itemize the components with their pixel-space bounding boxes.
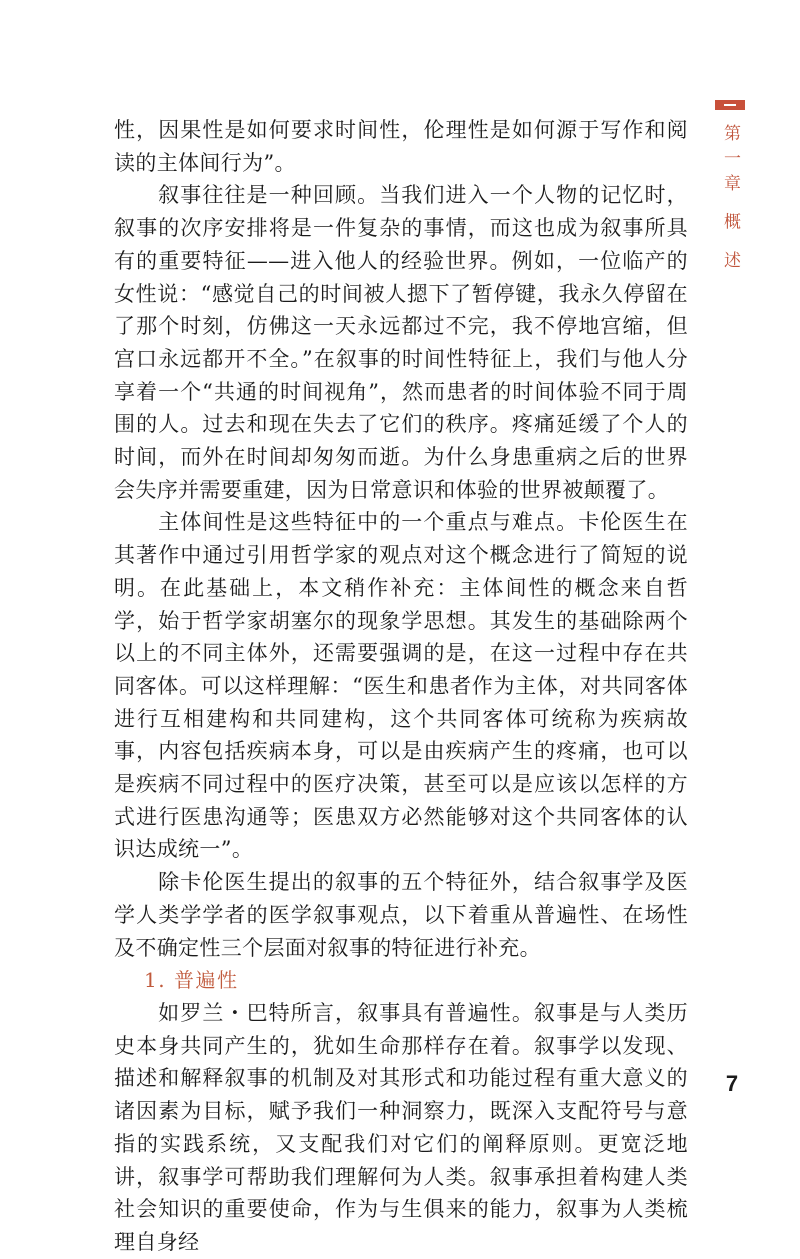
page-number: 7 [725,1071,739,1096]
section-heading: 1. 普遍性 [144,968,239,993]
body-text [114,114,688,1259]
chapter-tab [710,100,750,276]
paragraph-supplement: 除卡伦医生提出的叙事的五个特征外，结合叙事学及医学人类学学者的医学叙事观点，以下着重从普遍性、在场性及不确定性三个层面对叙事的特征进行补充。 [114,870,688,960]
paragraph-universality: 如罗兰・巴特所言，叙事具有普遍性。叙事是与人类历史本身共同产生的，犹如生命那样存在着。叙事学以发现、描述和解释叙事的机制及对其形式和功能过程有重大意义的诸因素为目标，赋予我们一种洞察力，既深入支配符号与意指的实践系统，又支配我们对它们的阐释原则。更宽泛地讲，叙事学可帮助我们理解何为人类。叙事承担着构建人类社会知识的重要使命，作为与生俱来的能力，叙事为人类梳理自身经 [114,1000,688,1254]
paragraph-intersubjectivity: 主体间性是这些特征中的一个重点与难点。卡伦医生在其著作中通过引用哲学家的观点对这个概念进行了简短的说明。在此基础上，本文稍作补充：主体间性的概念来自哲学，始于哲学家胡塞尔的现象学思想。其发生的基础除两个以上的不同主体外，还需要强调的是，在这一过程中存在共同客体。可以这样理解：“医生和患者作为主体，对共同客体进行互相建构和共同建构，这个共同客体可统称为疾病故事，内容包括疾病本身，可以是由疾病产生的疼痛，也可以是疾病不同过程中的医疗决策，甚至可以是应该以怎样的方式进行医患沟通等；医患双方必然能够对这个共同客体的认识达成统一”。 [114,510,688,862]
paragraph-retrospection: 叙事往往是一种回顾。当我们进入一个人物的记忆时，叙事的次序安排将是一件复杂的事情，而这也成为叙事所具有的重要特征——进入他人的经验世界。例如，一位临产的女性说：“感觉自己的时间被人摁下了暂停键，我永久停留在了那个时刻，仿佛这一天永远都过不完，我不停地宫缩，但宫口永远都开不全。”在叙事的时间性特征上，我们与他人分享着一个“共通的时间视角”，然而患者的时间体验不同于周围的人。过去和现在失去了它们的秩序。疼痛延缓了个人的时间，而外在时间却匆匆而逝。为什么身患重病之后的世界会失序并需要重建，因为日常意识和体验的世界被颠覆了。 [114,183,688,502]
paragraph-continuation: 性，因果性是如何要求时间性，伦理性是如何源于写作和阅读的主体间行为”。 [114,118,688,175]
chapter-label: 第一章 概 述 [720,124,740,276]
chapter-marker-icon [715,100,745,110]
